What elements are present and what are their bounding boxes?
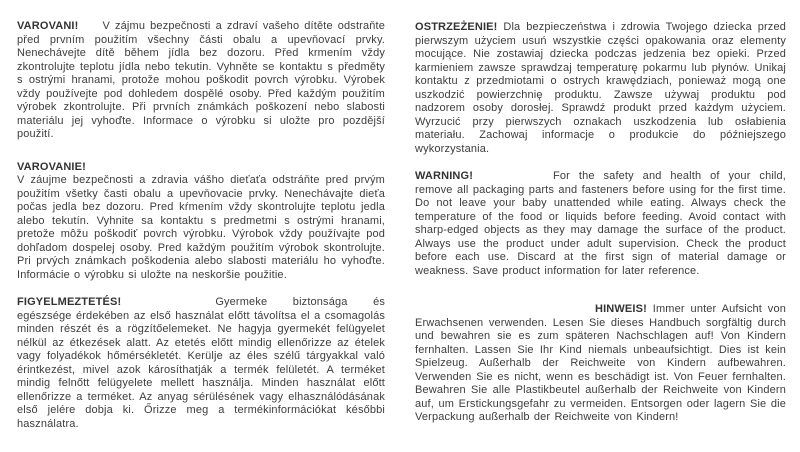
section-body-english: For the safety and health of your child, remove all packaging parts and fasteners before using for the first time. Do not leave your baby unattended while eating. Always check the temperature of the food or liquids before feeding. Avoid contact with sharp-edged objects as they may damage the surface of the product. Always use the product under adult supervision. Check the product before each use. Discard at the first sign of material damage or weakness. Save product information for later reference. bbox=[415, 170, 786, 277]
section-body-hungarian: Gyermeke biztonsága és egészsége érdekében az első használat előtt távolítsa el a csomagolás minden részét és a rögzítőelemeket. Ne hagyja gyermekét felügyelet nélkül az étkezések alatt. Az etetés előtt mindig ellenőrizze az ételek vagy folyadékok hőmérsékletét. Kerülje az éles szélű tárgyakkal való érintkezést, mivel azok károsíthatják a termék felületét. A terméket mindig felnőtt felügyelete mellett használja. Minden használat előtt ellenőrizze a terméket. Az anyag sérülésének vagy elhasználódásának első jelére dobja ki. Őrizze meg a termékinformációkat későbbi használatra. bbox=[17, 296, 385, 430]
warning-section-czech bbox=[17, 20, 385, 142]
section-body-german: Immer unter Aufsicht von Erwachsenen verwenden. Lesen Sie dieses Handbuch sorgfältig durch und bewahren sie es zum späteren Nachschlagen auf! Von Kindern fernhalten. Lassen Sie Ihr Kind niemals unbeaufsichtigt. Dies ist kein Spielzeug. Außerhalb der Reichweite von Kindern aufbewahren. Verwenden Sie es nicht, wenn es beschädigt ist. Von Feuer fernhalten. Bewahren Sie alle Plastikbeutel außerhalb der Reichweite von Kindern auf, um Erstickungsgefahr zu vermeiden. Entsorgen oder lagern Sie die Verpackung außerhalb der Reichweite von Kindern! bbox=[415, 303, 786, 423]
section-body-czech: V zájmu bezpečnosti a zdraví vašeho dítěte odstraňte před prvním použitím všechny části obalu a upevňovací prvky. Nenechávejte dítě během jídla bez dozoru. Před krmením vždy zkontrolujte teplotu jídla nebo tekutin. Vyhněte se kontaktu s předměty s ostrými hranami, protože mohou poškodit povrch výrobku. Výrobek vždy používejte pod dohledem dospělé osoby. Před každým použitím výrobek zkontrolujte. Při prvních známkách poškození nebo slabosti materiálu jej vyhoďte. Informace o výrobku si uložte pro pozdější použití. bbox=[17, 20, 385, 140]
warning-section-polish bbox=[415, 21, 786, 156]
warning-section-german bbox=[415, 303, 786, 425]
warning-section-hungarian bbox=[17, 296, 385, 431]
warning-section-slovak bbox=[17, 161, 385, 283]
warning-section-english bbox=[415, 170, 786, 278]
section-title-czech: VAROVANI! bbox=[17, 20, 79, 32]
section-body-slovak: V záujme bezpečnosti a zdravia vášho dieťaťa odstráňte pred prvým použitím všetky časti obalu a upevňovacie prvky. Nenechávajte dieťa počas jedla bez dozoru. Pred kŕmením vždy skontrolujte teplotu jedla alebo tekutín. Vyhnite sa kontaktu s predmetmi s ostrými hranami, pretože môžu poškodiť povrch výrobku. Výrobok vždy používajte pod dohľadom dospelej osoby. Pred každým použitím výrobok skontrolujte. Pri prvých známkach poškodenia alebo slabosti materiálu ho vyhoďte. Informácie o výrobku si uložte na neskoršie použitie. bbox=[17, 174, 385, 281]
title-gap bbox=[473, 178, 553, 179]
right-column bbox=[415, 0, 786, 452]
section-title-hungarian: FIGYELMEZTETÉS! bbox=[17, 296, 122, 308]
section-body-polish: Dla bezpieczeństwa i zdrowia Twojego dziecka przed pierwszym użyciem usuń wszystkie części opakowania oraz elementy mocujące. Nie zostawiaj dziecka podczas jedzenia bez opieki. Przed karmieniem zawsze sprawdzaj temperaturę pokarmu lub płynów. Unikaj kontaktu z przedmiotami o ostrych krawędziach, ponieważ mogą one uszkodzić powierzchnię produktu. Zawsze używaj produktu pod nadzorem osoby dorosłej. Sprawdź produkt przed każdym użyciem. Wyrzucić przy pierwszych oznakach uszkodzenia lub osłabienia materiału. Zachowaj informacje o produkcie do późniejszego wykorzystania. bbox=[415, 21, 786, 155]
title-gap bbox=[78, 28, 102, 29]
title-gap bbox=[121, 304, 215, 305]
section-title-english: WARNING! bbox=[415, 170, 474, 182]
section-title-polish: OSTRZEŻENIE! bbox=[415, 21, 498, 33]
section-title-german: HINWEIS! bbox=[595, 303, 647, 315]
left-column bbox=[17, 0, 385, 452]
section-title-slovak: VAROVANIE! bbox=[17, 160, 86, 173]
